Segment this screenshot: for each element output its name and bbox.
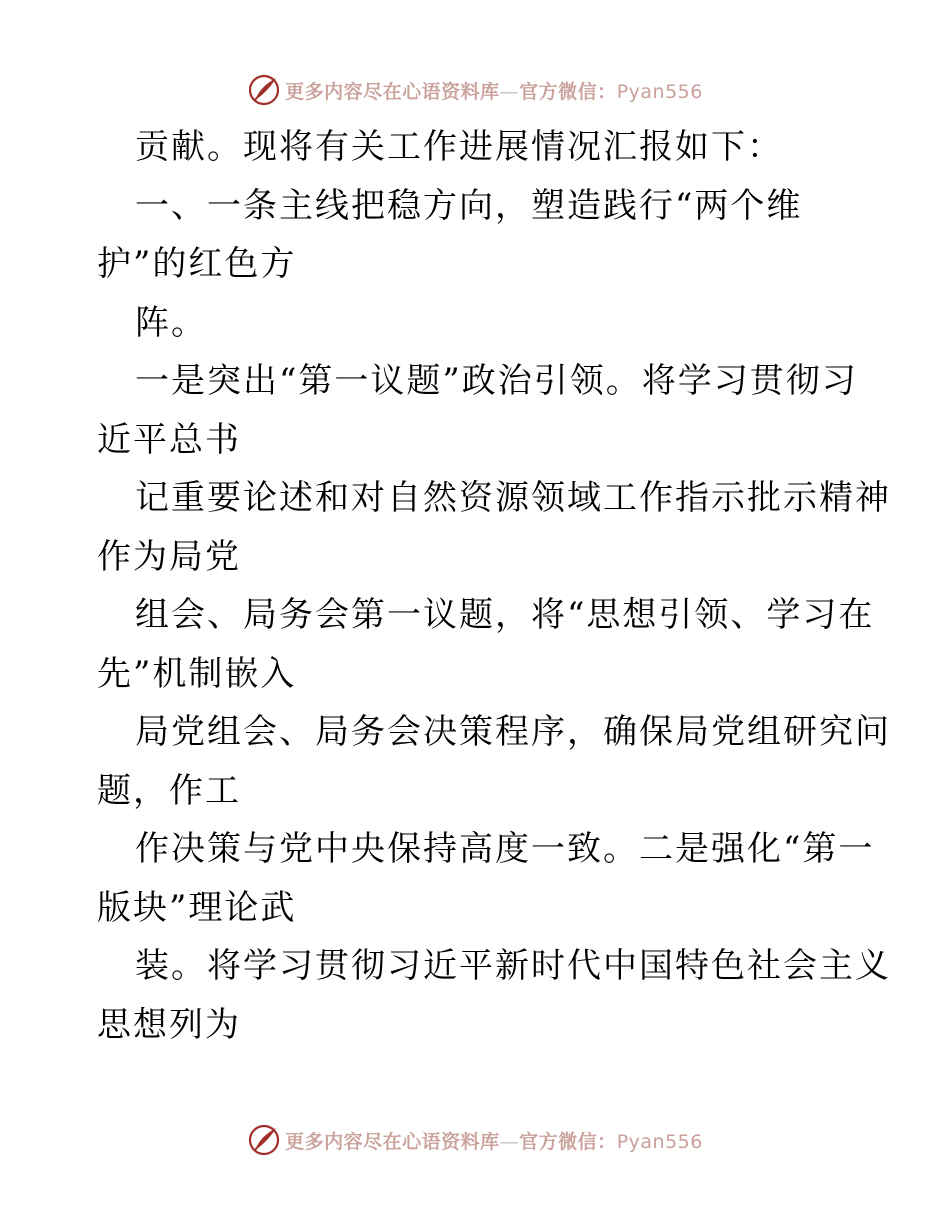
body-text-line: 护”的红色方 <box>97 244 297 284</box>
body-text-line: 贡献。现将有关工作进展情况汇报如下： <box>135 127 783 167</box>
body-text-line: 一是突出“第一议题”政治引领。将学习贯彻习 <box>135 361 858 401</box>
footer-wechat-label: 官方微信： <box>519 1130 617 1153</box>
header-banner-text <box>285 77 703 104</box>
body-text-line: 组会、局务会第一议题，将“思想引领、学习在 <box>135 595 875 635</box>
footer-dash: — <box>499 1130 520 1153</box>
body-text-line: 局党组会、局务会决策程序，确保局党组研究问 <box>135 712 891 752</box>
body-text-line: 近平总书 <box>97 419 241 460</box>
body-text-line: 先”机制嵌入 <box>97 653 297 694</box>
body-text-line: 作为局党 <box>97 536 241 577</box>
body-text-line: 装。将学习贯彻习近平新时代中国特色社会主义 <box>135 946 891 986</box>
body-text-line: 版块”理论武 <box>97 887 297 928</box>
body-text-line: 记重要论述和对自然资源领域工作指示批示精神 <box>135 478 891 518</box>
footer-banner-text <box>285 1127 703 1154</box>
page-header-watermark <box>0 68 950 112</box>
footer-wechat-id: Pyan556 <box>616 1130 703 1153</box>
footer-site-text: 更多内容尽在心语资料库 <box>285 1130 500 1153</box>
body-text-line: 思想列为 <box>97 1004 241 1045</box>
feather-pen-in-circle-icon <box>247 73 281 107</box>
body-text-line: 阵。 <box>135 302 207 343</box>
header-wechat-label: 官方微信： <box>519 80 617 103</box>
header-site-text: 更多内容尽在心语资料库 <box>285 80 500 103</box>
header-wechat-id: Pyan556 <box>616 80 703 103</box>
page-footer-watermark <box>0 1118 950 1162</box>
body-text-line: 题，作工 <box>97 770 241 811</box>
feather-pen-in-circle-icon <box>247 1123 281 1157</box>
body-text-line: 作决策与党中央保持高度一致。二是强化“第一 <box>135 829 875 869</box>
header-dash: — <box>499 80 520 103</box>
document-body <box>97 118 891 1054</box>
body-text-line: 一、一条主线把稳方向，塑造践行“两个维 <box>135 185 803 226</box>
